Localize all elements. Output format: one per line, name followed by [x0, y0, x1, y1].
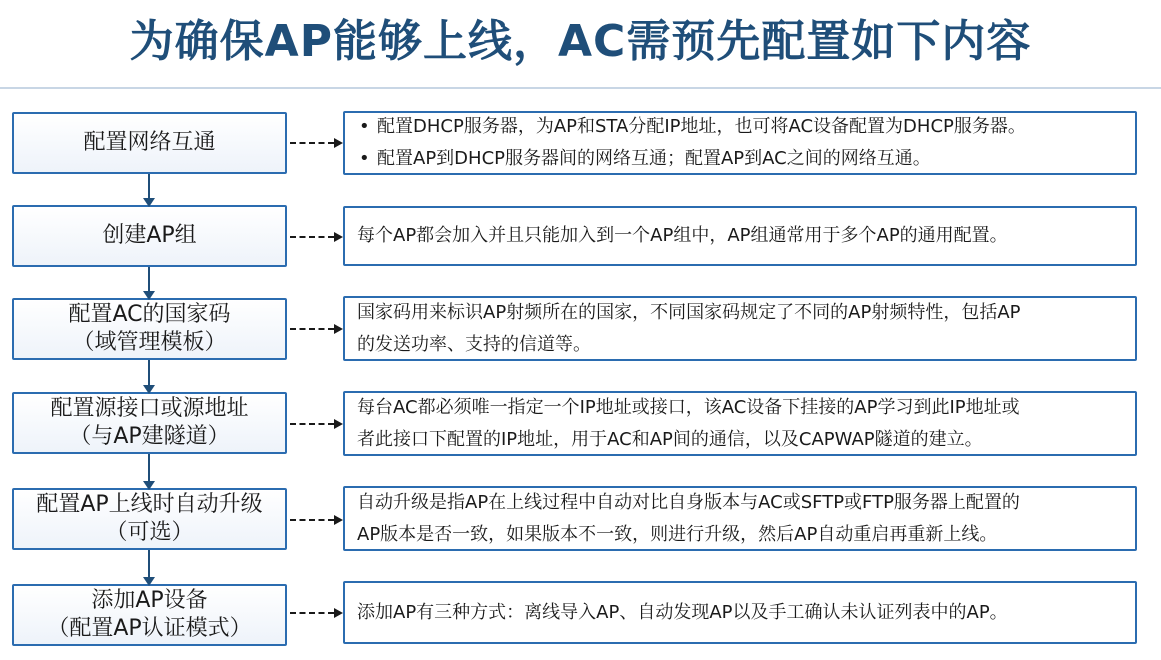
desc-network-connectivity: [343, 111, 1137, 175]
step-label: 配置AP上线时自动升级: [36, 492, 263, 517]
desc-line: 的发送功率、支持的信道等。: [357, 333, 591, 355]
step-label: 配置源接口或源地址: [50, 396, 249, 421]
desc-add-ap-device: [343, 581, 1137, 644]
flow-arrow: [148, 360, 150, 392]
bullet-list: [357, 111, 1123, 175]
flow-arrow: [148, 550, 150, 584]
dashed-arrow: [290, 142, 334, 144]
step-sublabel: （与AP建隧道）: [69, 424, 230, 449]
step-sublabel: （可选）: [105, 520, 194, 545]
flow-arrow: [148, 454, 150, 488]
step-auto-upgrade: [12, 488, 287, 550]
step-source-interface: [12, 392, 287, 454]
step-add-ap-device: [12, 584, 287, 646]
desc-line: 国家码用来标识AP射频所在的国家，不同国家码规定了不同的AP射频特性，包括AP: [357, 301, 1021, 323]
step-create-ap-group: [12, 205, 287, 267]
step-network-connectivity: [12, 112, 287, 174]
bullet-item: • 配置AP到DHCP服务器间的网络互通；配置AP到AC之间的网络互通。: [357, 143, 1123, 175]
page-title: 为确保AP能够上线，AC需预先配置如下内容: [129, 16, 1032, 67]
desc-line: AP版本是否一致，如果版本不一致，则进行升级，然后AP自动重启再重新上线。: [357, 523, 998, 545]
desc-line: 添加AP有三种方式：离线导入AP、自动发现AP以及手工确认未认证列表中的AP。: [357, 601, 1008, 623]
desc-line: 每台AC都必须唯一指定一个IP地址或接口，该AC设备下挂接的AP学习到此IP地址或: [357, 396, 1020, 418]
dashed-arrow: [290, 612, 334, 614]
flow-arrow: [148, 267, 150, 298]
desc-create-ap-group: [343, 206, 1137, 266]
bullet-item: • 配置DHCP服务器，为AP和STA分配IP地址，也可将AC设备配置为DHCP服务器。: [357, 111, 1123, 143]
dashed-arrow: [290, 423, 334, 425]
step-label: 添加AP设备: [91, 588, 208, 613]
desc-source-interface: [343, 391, 1137, 456]
dashed-arrow: [290, 519, 334, 521]
step-country-code: [12, 298, 287, 360]
flow-arrow: [148, 174, 150, 205]
step-sublabel: （配置AP认证模式）: [47, 616, 252, 641]
desc-line: 者此接口下配置的IP地址，用于AC和AP间的通信，以及CAPWAP隧道的建立。: [357, 428, 983, 450]
step-label: 配置AC的国家码: [68, 302, 231, 327]
title-divider: [0, 87, 1161, 89]
step-label: 创建AP组: [102, 223, 197, 248]
step-label: 配置网络互通: [83, 130, 216, 155]
desc-line: 每个AP都会加入并且只能加入到一个AP组中，AP组通常用于多个AP的通用配置。: [357, 225, 1008, 246]
dashed-arrow: [290, 236, 334, 238]
step-sublabel: （域管理模板）: [72, 330, 227, 355]
desc-country-code: [343, 296, 1137, 361]
desc-line: 自动升级是指AP在上线过程中自动对比自身版本与AC或SFTP或FTP服务器上配置的: [357, 491, 1020, 513]
desc-auto-upgrade: [343, 486, 1137, 551]
dashed-arrow: [290, 328, 334, 330]
